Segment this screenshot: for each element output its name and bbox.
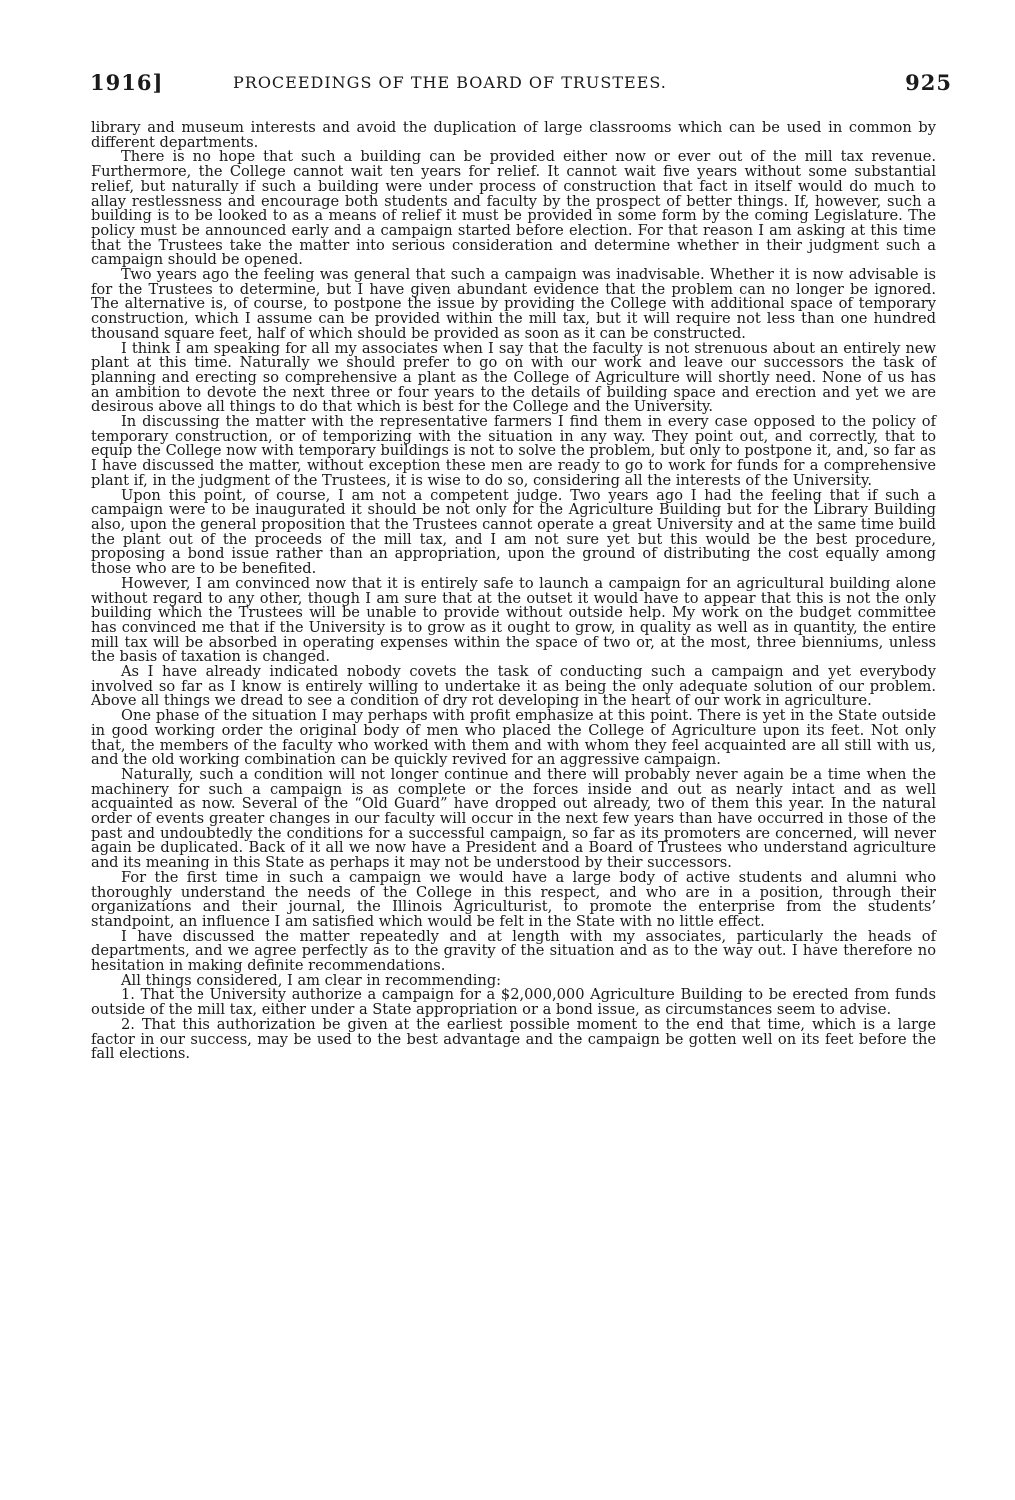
paragraph: All things considered, I am clear in recommending: — [121, 971, 502, 989]
paragraph: Two years ago the feeling was general that such a campaign was inadvisable. Whether it is now advisable is for the Trustees to determine, but I have given abundant evidence that the problem can no longer be ignored. The alternative is, of course, to postpone the issue by providing the College with additional space of temporary construction, which I assume can be provided within the mill tax, but it will require not less than one hundred thousand square feet, half of which should be provided as soon as it can be constructed. — [91, 266, 936, 342]
paragraph: Upon this point, of course, I am not a competent judge. Two years ago I had the feeling that if such a campaign were to be inaugurated it should be not only for the Agriculture Building but for the Library Building also, upon the general proposition that the Trustees cannot operate a great University and at the same time build the plant out of the proceeds of the mill tax, and I am not sure yet but this would be the best procedure, proposing a bond issue rather than an appropriation, upon the ground of distributing the cost equally among those who are to be benefited. — [91, 486, 936, 578]
header-year: 1916] — [90, 70, 164, 95]
page-number: 925 — [905, 70, 952, 95]
recommendation-1: 1. That the University authorize a campaign for a $2,000,000 Agriculture Building to be erected from funds outside of the mill tax, either under a State appropriation or a bond issue, as circumstances seem to advise. — [91, 986, 936, 1019]
paragraph: As I have already indicated nobody covets the task of conducting such a campaign and yet everybody involved so far as I know is entirely willing to undertake it as being the only adequate solution of our problem. Above all things we dread to see a condition of dry rot developing in the heart of our work in agriculture. — [91, 663, 936, 710]
paragraph: In discussing the matter with the representative farmers I find them in every case opposed to the policy of temporary construction, or of temporizing with the situation in any way. They point out, and correctly, that to equip the College now with temporary buildings is not to solve the problem, but only to postpone it, and, so far as I have discussed the matter, without exception these men are ready to go to work for funds for a comprehensive plant if, in the judgment of the Trustees, it is wise to do so, considering all the interests of the University. — [91, 413, 936, 489]
paragraph: One phase of the situation I may perhaps with profit emphasize at this point. There is yet in the State outside in good working order the original body of men who placed the College of Agriculture upon its feet. Not only that, the members of the faculty who worked with them and with whom they feel acquainted are all still with us, and the old working combination can be quickly revived for an aggressive campaign. — [91, 707, 936, 769]
header-title: PROCEEDINGS OF THE BOARD OF TRUSTEES. — [233, 73, 667, 92]
paragraph-continuation: library and museum interests and avoid the duplication of large classrooms which can be used in common by different departments. — [91, 119, 936, 151]
recommendation-2: 2. That this authorization be given at the earliest possible moment to the end that time, which is a large factor in our success, may be used to the best advantage and the campaign be gotten well on its feet before the fall elections. — [91, 1015, 936, 1063]
paragraph: For the first time in such a campaign we would have a large body of active students and alumni who thoroughly understand the needs of the College in this respect, and who are in a position, through their organizations and their journal, the Illinois Agriculturist, to promote the enterprise from the students’ standpoint, an influence I am satisfied which would be felt in the State with no little effect. — [91, 868, 936, 930]
running-header — [90, 70, 952, 100]
body-text — [91, 121, 936, 1062]
paragraph: There is no hope that such a building can be provided either now or ever out of the mill tax revenue. Furthermore, the College cannot wait ten years for relief. It cannot wait five years without some substantial relief, but naturally if such a building were under process of construction that fact in itself would do much to allay restlessness and encourage both students and faculty by the prospect of better things. If, however, such a building is to be looked to as a means of relief it must be provided in some form by the coming Legislature. The policy must be announced early and a campaign started before election. For that reason I am asking at this time that the Trustees take the matter into serious consideration and determine whether in their judgment such a campaign should be opened. — [91, 148, 936, 269]
paragraph: However, I am convinced now that it is entirely safe to launch a campaign for an agricultural building alone without regard to any other, though I am sure that at the outset it would have to appear that this is not the only building which the Trustees will be unable to provide without outside help. My work on the budget committee has convinced me that if the University is to grow as it ought to grow, in quality as well as in quantity, the entire mill tax will be absorbed in operating expenses within the space of two or, at the most, three bienniums, unless the basis of taxation is changed. — [91, 574, 936, 666]
paragraph: Naturally, such a condition will not longer continue and there will probably never again be a time when the machinery for such a campaign is as complete or the forces inside and out as nearly intact and as well acquainted as now. Several of the “Old Guard” have dropped out already, two of them this year. In the natural order of events greater changes in our faculty will occur in the next few years than have occurred in those of the past and undoubtedly the conditions for a successful campaign, so far as its promoters are concerned, will never again be duplicated. Back of it all we now have a President and a Board of Trustees who understand agriculture and its meaning in this State as perhaps it may not be understood by their successors. — [91, 765, 936, 872]
paragraph: I have discussed the matter repeatedly and at length with my associates, particularly the heads of departments, and we agree perfectly as to the gravity of the situation and as to the way out. I have therefore no hesitation in making definite recommendations. — [91, 927, 936, 975]
paragraph: I think I am speaking for all my associates when I say that the faculty is not strenuous about an entirely new plant at this time. Naturally we should prefer to go on with our work and leave our successors the task of planning and erecting so comprehensive a plant as the College of Agriculture will shortly need. None of us has an ambition to devote the next three or four years to the details of building space and erection and yet we are desirous above all things to do that which is best for the College and the University. — [91, 339, 936, 416]
